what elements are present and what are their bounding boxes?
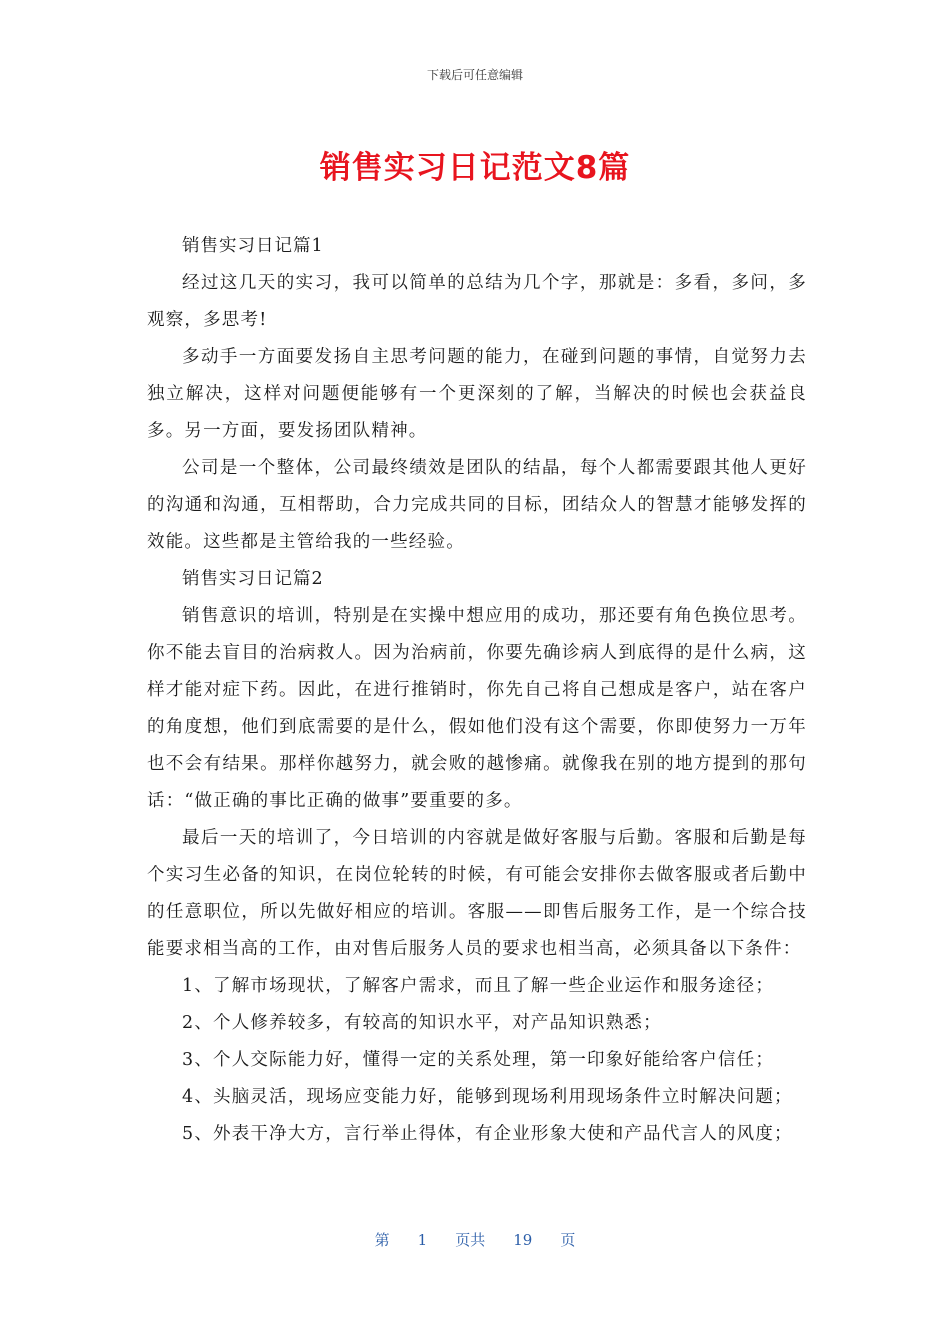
- list-item: 5、外表干净大方，言行举止得体，有企业形象大使和产品代言人的风度；: [182, 1124, 793, 1144]
- document-body: [147, 228, 807, 1153]
- paragraph: 经过这几天的实习，我可以简单的总结为几个字，那就是：多看，多问，多观察，多思考!: [147, 273, 807, 330]
- section-heading: 销售实习日记篇1: [182, 236, 324, 256]
- paragraph: 多动手一方面要发扬自主思考问题的能力，在碰到问题的事情，自觉努力去独立解决，这样对问题便能够有一个更深刻的了解，当解决的时候也会获益良多。另一方面，要发扬团队精神。: [147, 347, 807, 441]
- page-footer: [0, 1229, 950, 1250]
- list-item: 1、了解市场现状，了解客户需求，而且了解一些企业运作和服务途径；: [182, 976, 775, 996]
- document-title: 销售实习日记范文8篇: [319, 150, 631, 186]
- list-item: 4、头脑灵活，现场应变能力好，能够到现场利用现场条件立时解决问题；: [182, 1087, 793, 1107]
- paragraph: 销售意识的培训，特别是在实操中想应用的成功，那还要有角色换位思考。你不能去盲目的治病救人。因为治病前，你要先确诊病人到底得的是什么病，这样才能对症下药。因此，在进行推销时，你先自己将自己想成是客户，站在客户的角度想，他们到底需要的是什么，假如他们没有这个需要，你即使努力一万年也不会有结果。那样你越努力，就会败的越惨痛。就像我在别的地方提到的那句话：“做正确的事比正确的做事”要重要的多。: [147, 606, 807, 811]
- page-label-mid: 页共: [455, 1231, 486, 1249]
- paragraph: 公司是一个整体，公司最终绩效是团队的结晶，每个人都需要跟其他人更好的沟通和沟通，互相帮助，合力完成共同的目标，团结众人的智慧才能够发挥的效能。这些都是主管给我的一些经验。: [147, 458, 807, 552]
- section-heading: 销售实习日记篇2: [182, 569, 324, 589]
- header-note: 下载后可任意编辑: [426, 68, 523, 82]
- current-page-number: 1: [417, 1231, 428, 1249]
- list-item: 2、个人修养较多，有较高的知识水平，对产品知识熟悉；: [182, 1013, 662, 1033]
- page-label-prefix: 第: [374, 1231, 390, 1249]
- list-item: 3、个人交际能力好，懂得一定的关系处理，第一印象好能给客户信任；: [182, 1050, 775, 1070]
- page-label-suffix: 页: [560, 1231, 576, 1249]
- paragraph: 最后一天的培训了，今日培训的内容就是做好客服与后勤。客服和后勤是每个实习生必备的知识，在岗位轮转的时候，有可能会安排你去做客服或者后勤中的任意职位，所以先做好相应的培训。客服——即售后服务工作，是一个综合技能要求相当高的工作，由对售后服务人员的要求也相当高，必须具备以下条件：: [147, 828, 807, 959]
- total-pages-number: 19: [513, 1231, 533, 1249]
